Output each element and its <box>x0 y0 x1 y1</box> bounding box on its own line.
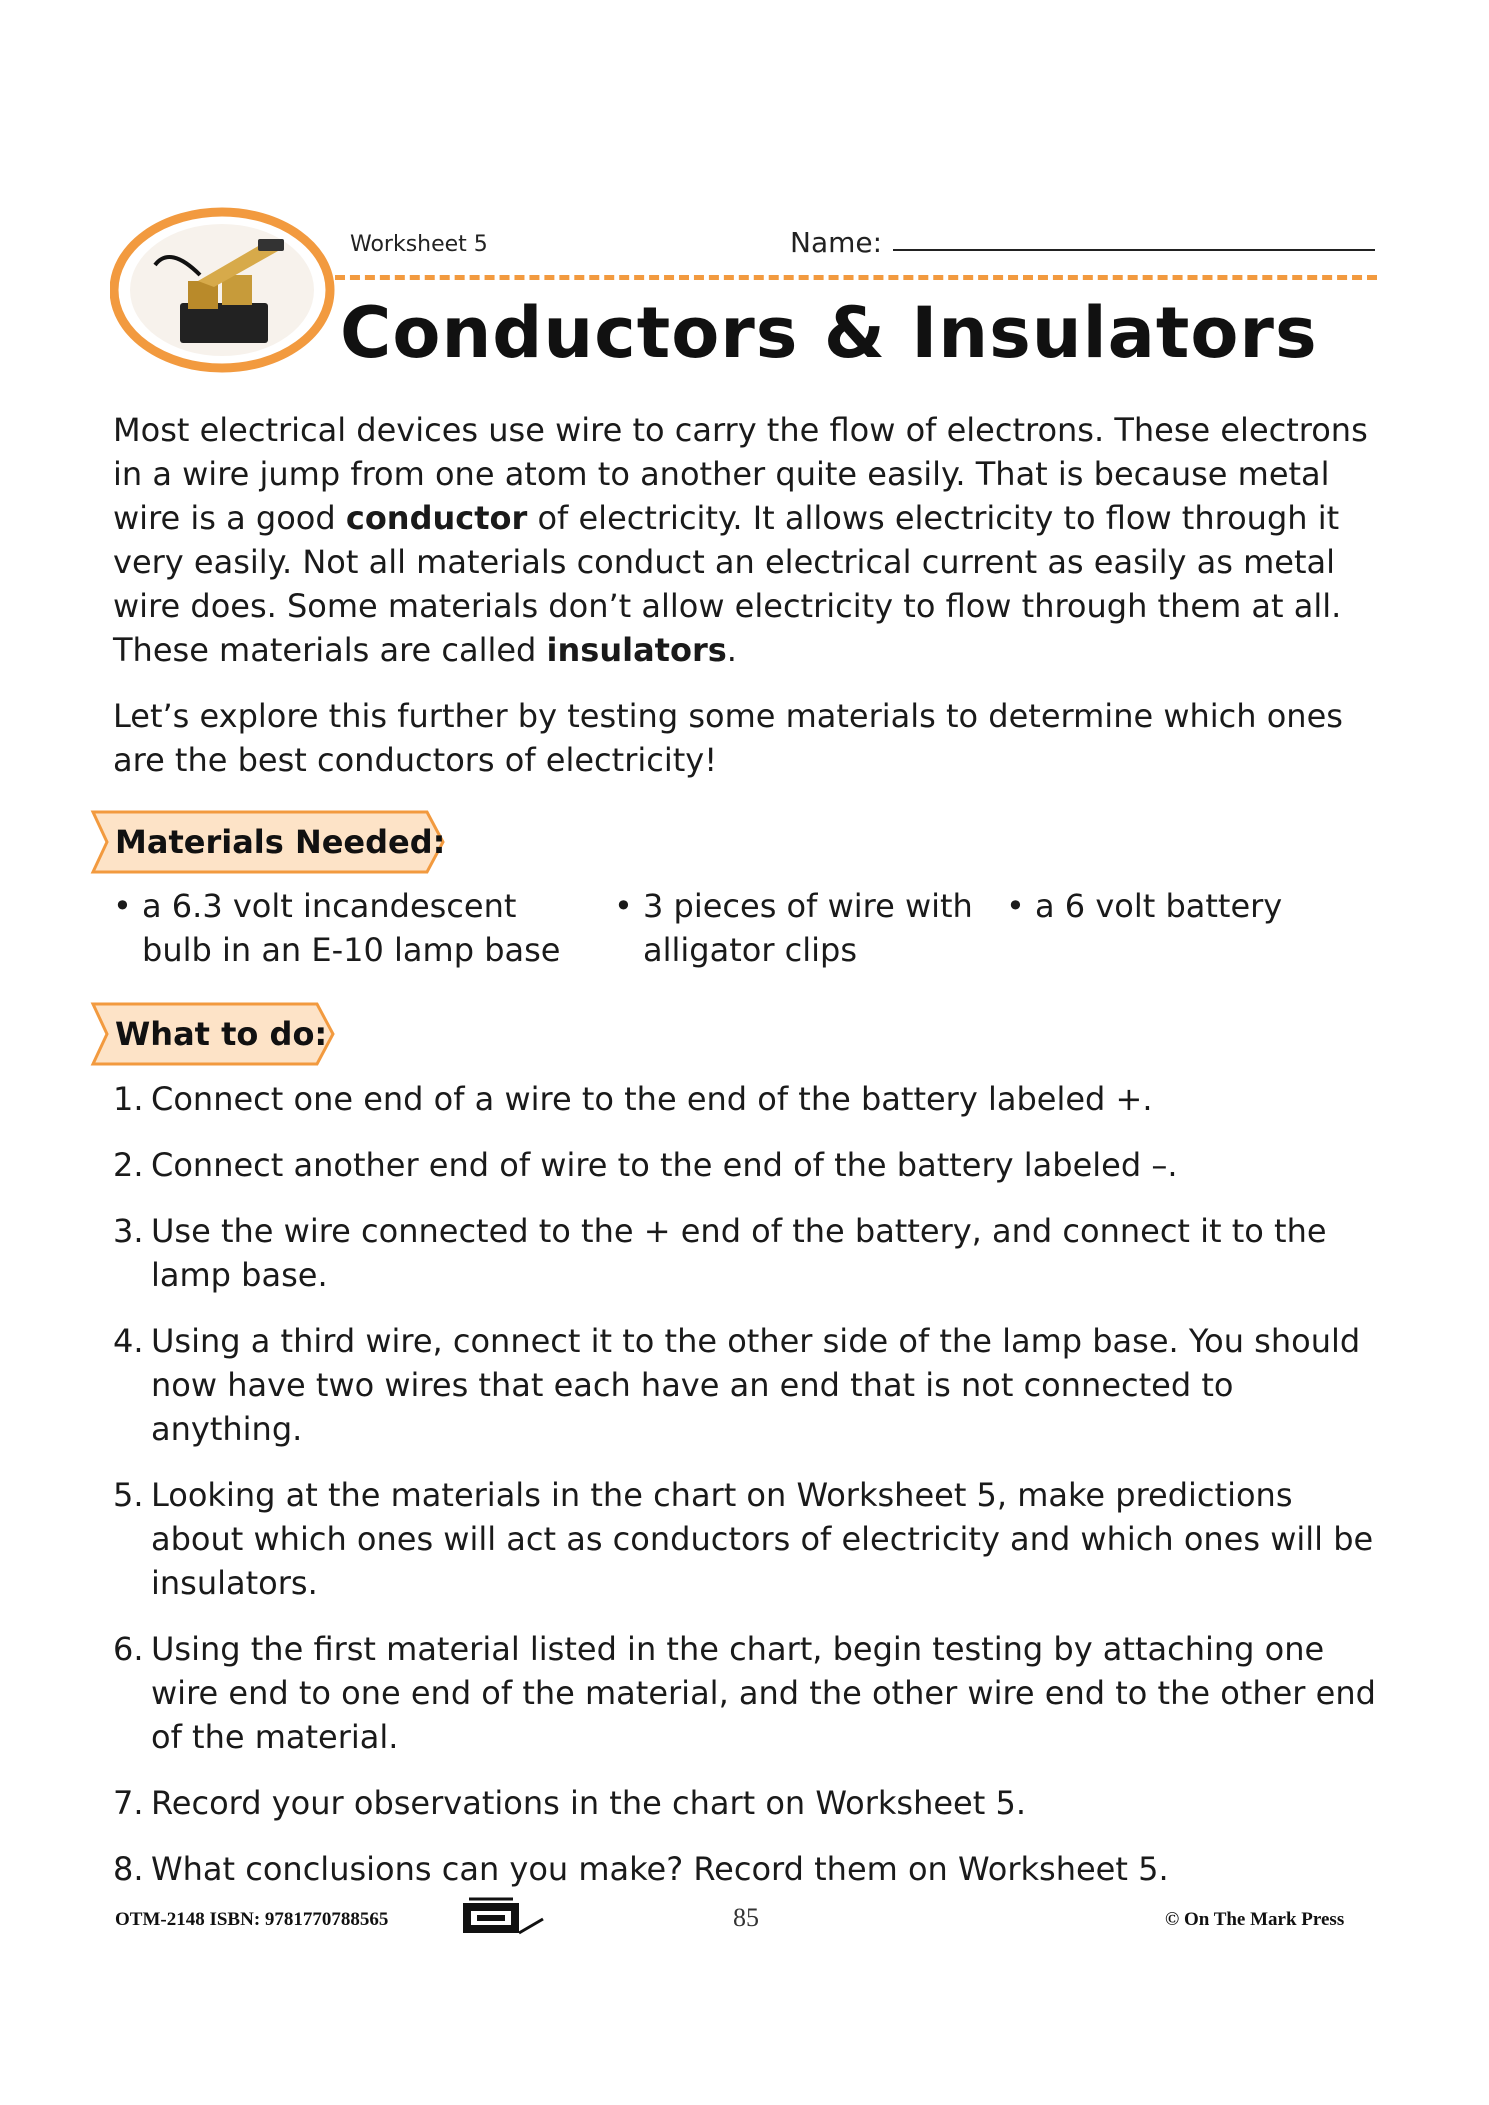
step-number: 3. <box>113 1212 144 1250</box>
step-item <box>113 1319 1378 1451</box>
step-number: 8. <box>113 1850 144 1888</box>
step-item <box>113 1077 1378 1121</box>
copyright: © On The Mark Press <box>1165 1909 1345 1930</box>
bullet: • <box>113 887 132 925</box>
term-insulators: insulators <box>546 631 727 669</box>
step-text: Record your observations in the chart on Worksheet 5. <box>151 1784 1026 1822</box>
steps-list <box>113 1077 1378 1913</box>
list-item <box>614 884 994 972</box>
page-number: 85 <box>733 1903 759 1932</box>
material-item: 3 pieces of wire with alligator clips <box>643 887 973 969</box>
step-number: 1. <box>113 1080 144 1118</box>
intro-text-part: . <box>726 631 737 669</box>
intro-paragraph-1 <box>113 408 1378 672</box>
step-number: 2. <box>113 1146 144 1184</box>
step-text: Looking at the materials in the chart on Worksheet 5, make predictions about which ones will act as conductors of electricity and which ones will be insulators. <box>151 1476 1374 1602</box>
intro-text-part: of electricity. It allows electricity to flow through it very easily. Not all materials conduct an electrical current as easily as metal wire does. Some materials don’t allow electricity to flow through them at all. These materials are called <box>113 499 1342 669</box>
list-item <box>113 884 583 972</box>
bullet: • <box>614 887 633 925</box>
battery-circuit-photo-icon <box>110 205 335 375</box>
material-item: a 6.3 volt incandescent bulb in an E-10 lamp base <box>142 887 561 969</box>
materials-heading: Materials Needed: <box>115 823 446 861</box>
intro-text <box>113 408 1378 782</box>
step-item <box>113 1627 1378 1759</box>
material-item: a 6 volt battery <box>1035 887 1283 925</box>
term-conductor: conductor <box>345 499 528 537</box>
step-number: 6. <box>113 1630 144 1668</box>
step-text: Using a third wire, connect it to the other side of the lamp base. You should now have two wires that each have an end that is not connected to anything. <box>151 1322 1361 1448</box>
name-field[interactable] <box>893 249 1375 251</box>
bullet: • <box>1006 887 1025 925</box>
name-label: Name: <box>790 226 883 259</box>
step-item <box>113 1781 1378 1825</box>
steps-heading-tag <box>87 1002 337 1066</box>
step-item <box>113 1847 1378 1891</box>
list-item <box>1006 884 1336 928</box>
intro-paragraph-2: Let’s explore this further by testing some materials to determine which ones are the best conductors of electricity! <box>113 697 1343 779</box>
step-text: Using the first material listed in the chart, begin testing by attaching one wire end to one end of the material, and the other wire end to the other end of the material. <box>151 1630 1376 1756</box>
page-title: Conductors & Insulators <box>340 292 1318 374</box>
worksheet-label: Worksheet 5 <box>350 232 488 257</box>
step-text: Use the wire connected to the + end of the battery, and connect it to the lamp base. <box>151 1212 1327 1294</box>
steps-heading: What to do: <box>115 1015 328 1053</box>
step-item <box>113 1143 1378 1187</box>
materials-heading-tag <box>87 810 447 874</box>
step-number: 5. <box>113 1476 144 1514</box>
step-number: 7. <box>113 1784 144 1822</box>
teacher-desk-icon <box>461 1897 547 1941</box>
step-text: Connect another end of wire to the end of the battery labeled –. <box>151 1146 1178 1184</box>
step-text: What conclusions can you make? Record them on Worksheet 5. <box>151 1850 1169 1888</box>
step-item <box>113 1209 1378 1297</box>
step-number: 4. <box>113 1322 144 1360</box>
intro-text-part: Most electrical devices use wire to carry the flow of electrons. These electrons in a wire jump from one atom to another quite easily. That is because metal wire is a good <box>113 411 1368 537</box>
step-text: Connect one end of a wire to the end of the battery labeled +. <box>151 1080 1153 1118</box>
footer-code: OTM-2148 ISBN: 9781770788565 <box>115 1909 389 1930</box>
divider <box>335 275 1377 280</box>
step-item <box>113 1473 1378 1605</box>
